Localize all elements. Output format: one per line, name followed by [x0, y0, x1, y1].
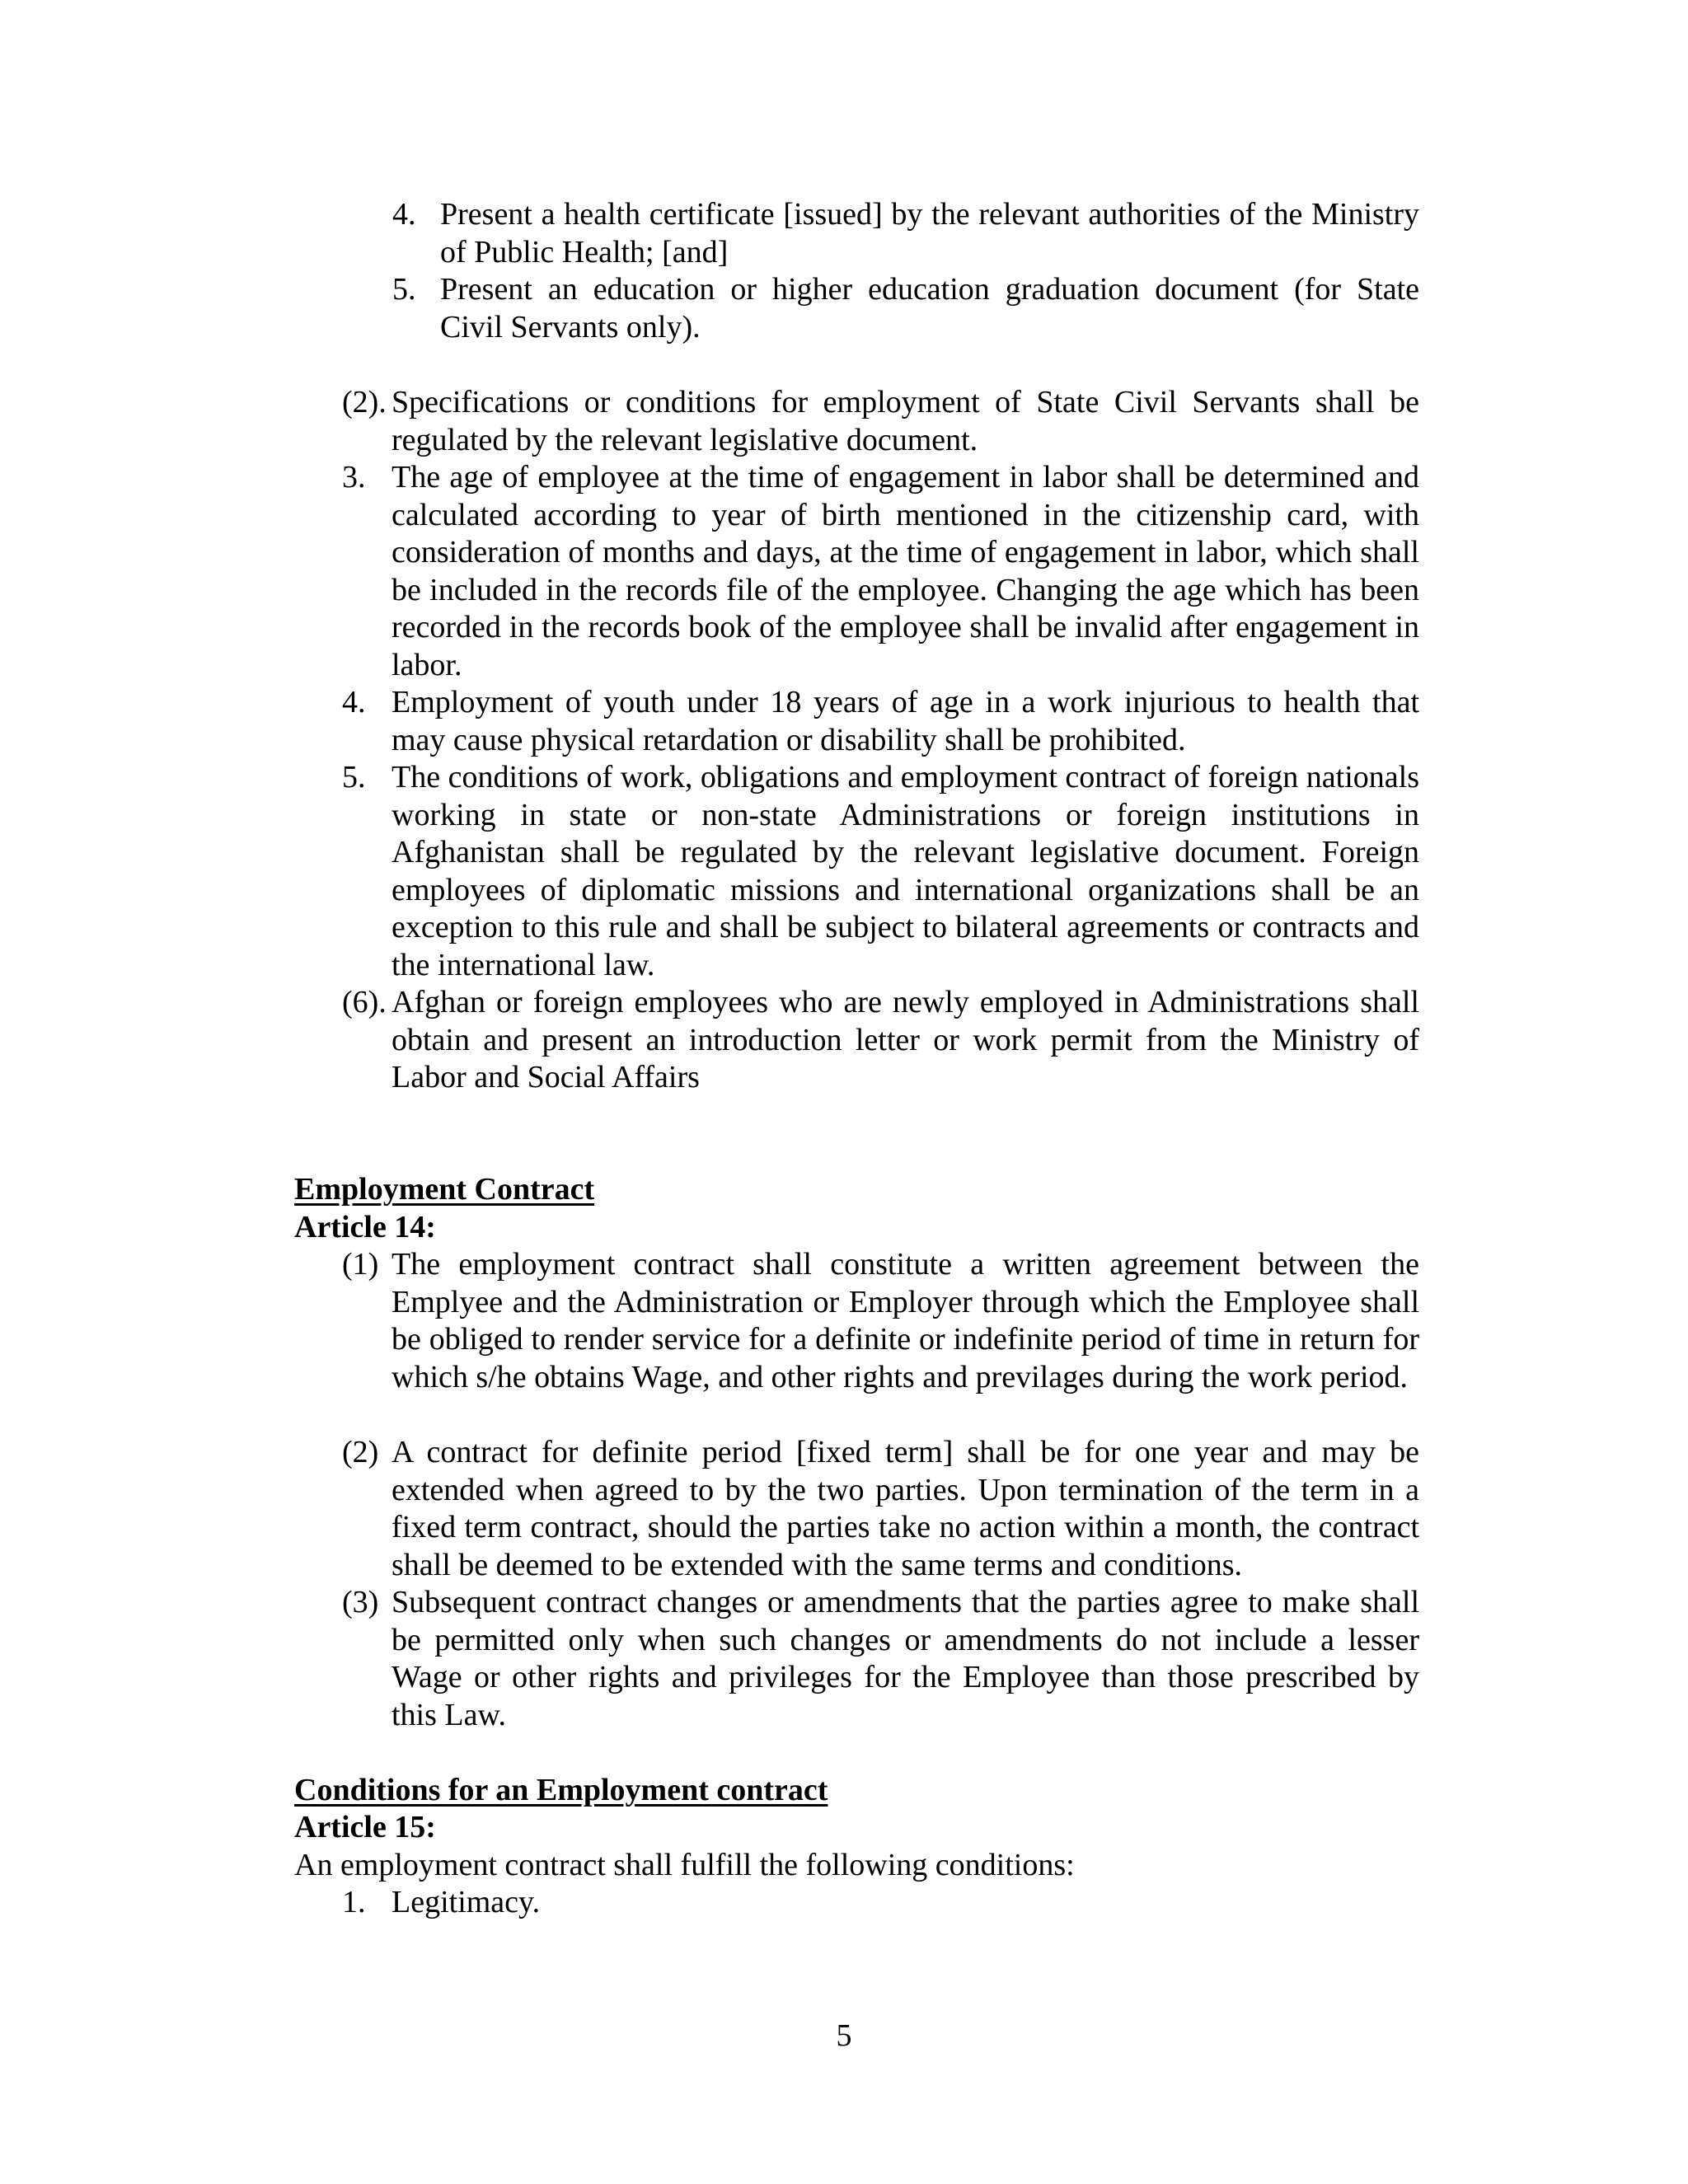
list-item [342, 1584, 1419, 1734]
list-item-number: (6). [342, 985, 387, 1019]
list-item-text: Afghan or foreign employees who are newly employed in Administrations shall obtain and present an introduction letter or work permit from the Ministry of Labor and Social Affairs [392, 985, 1419, 1094]
list-item-text: Specifications or conditions for employment of State Civil Servants shall be regulated by the relevant legislative document. [392, 385, 1419, 457]
list-item-text: Subsequent contract changes or amendments that the parties agree to make shall be permitted only when such changes or amendments do not include a lesser Wage or other rights and privileges for the Employee than those prescribed by this Law. [392, 1585, 1419, 1732]
list-item-text: Present an education or higher education graduation document (for State Civil Servants only). [440, 272, 1419, 344]
list-item [392, 271, 1419, 346]
list-item [342, 759, 1419, 984]
list-item [342, 1246, 1419, 1396]
list-item-number: 4. [342, 685, 366, 719]
list-item [342, 1434, 1419, 1584]
list-item [342, 459, 1419, 684]
list-item-text: Present a health certificate [issued] by the relevant authorities of the Ministry of Public Health; [and] [440, 197, 1419, 269]
list-item-number: (2) [342, 1435, 379, 1469]
list-item-number: (3) [342, 1585, 379, 1619]
list-item-number: (1) [342, 1247, 379, 1282]
list-item [392, 196, 1419, 271]
list-item [342, 384, 1419, 459]
list-item-number: 5. [392, 272, 416, 307]
list-item-number: 4. [392, 197, 416, 232]
list-item [342, 684, 1419, 759]
article-heading: Article 14: [294, 1210, 436, 1244]
list-item [342, 984, 1419, 1097]
list-item-text: A contract for definite period [fixed term] shall be for one year and may be extended when agreed to by the two parties. Upon termination of the term in a fixed term contract, should the parties take no action within a month, the contract shall be deemed to be extended with the same terms and conditions. [392, 1435, 1419, 1582]
section-title: Conditions for an Employment contract [294, 1773, 828, 1807]
list-item-number: 5. [342, 760, 366, 794]
section-title: Employment Contract [294, 1172, 595, 1207]
list-item-number: 1. [342, 1885, 366, 1919]
list-item-number: (2). [342, 385, 387, 419]
list-item [342, 1884, 1419, 1922]
list-item-text: The conditions of work, obligations and employment contract of foreign nationals working in state or non-state Administrations or foreign institutions in Afghanistan shall be regulated by the relevant legislative document. Foreign employees of diplomatic missions and international organizations shall be an exception to this rule and shall be subject to bilateral agreements or contracts and the international law. [392, 760, 1419, 982]
list-item-text: The age of employee at the time of engagement in labor shall be determined and calculated according to year of birth mentioned in the citizenship card, with consideration of months and days, at the time of engagement in labor, which shall be included in the records file of the employee. Changing the age which has been recorded in the records book of the employee shall be invalid after engagement in labor. [392, 460, 1419, 682]
page-number: 5 [836, 2018, 852, 2053]
intro-text: An employment contract shall fulfill the following conditions: [294, 1848, 1075, 1882]
list-item-number: 3. [342, 460, 366, 494]
list-item-text: The employment contract shall constitute a written agreement between the Emplyee and the Administration or Employer through which the Employee shall be obliged to render service for a definite or indefinite period of time in return for which s/he obtains Wage, and other rights and previlages during the work period. [392, 1247, 1419, 1394]
list-item-text: Legitimacy. [392, 1885, 541, 1919]
list-item-text: Employment of youth under 18 years of age in a work injurious to health that may cause physical retardation or disability shall be prohibited. [392, 685, 1419, 757]
article-heading: Article 15: [294, 1810, 436, 1844]
